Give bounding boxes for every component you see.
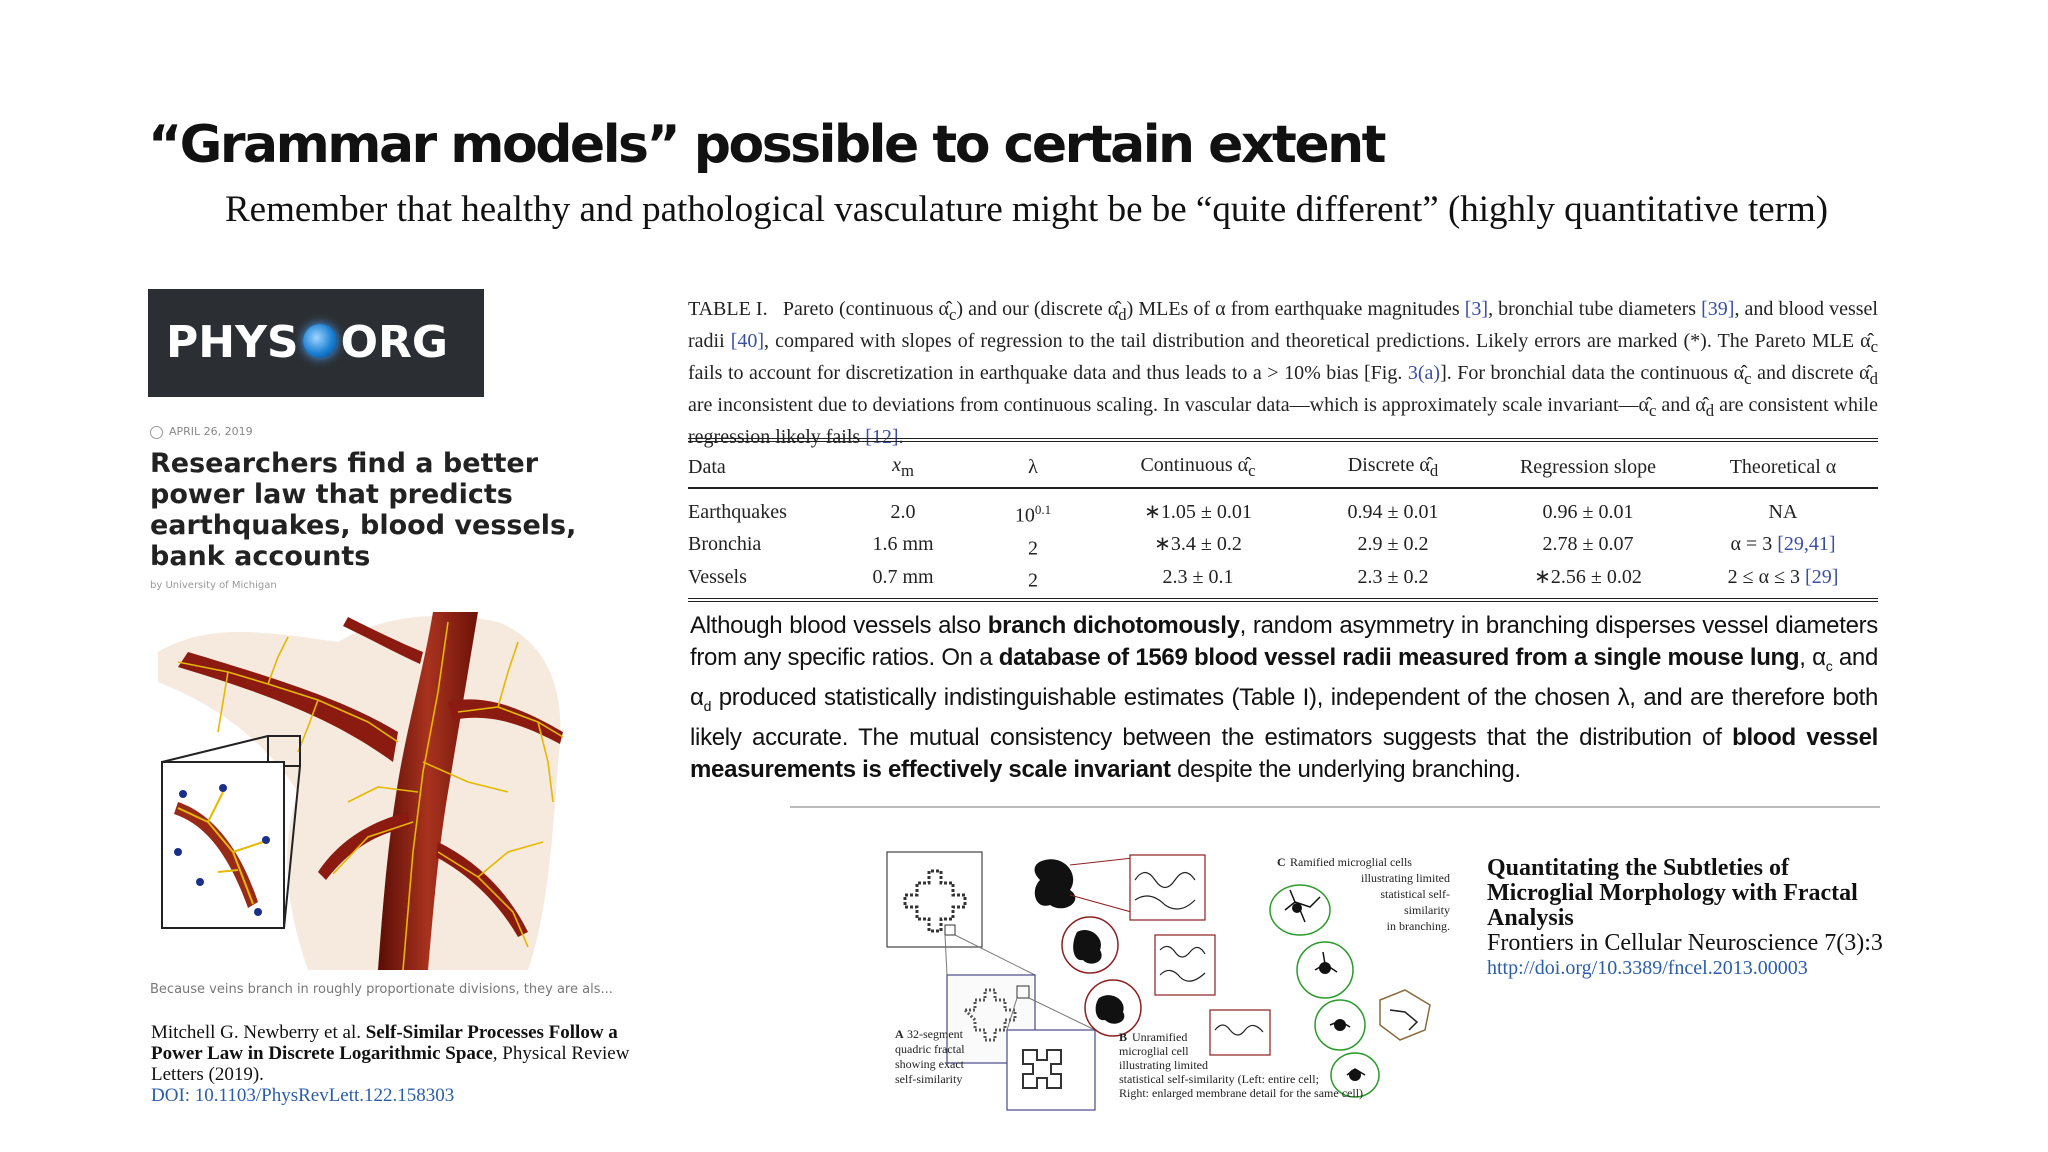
table-caption: TABLE I. Pareto (continuous $\alphâ_c$) and our (discrete $\alphâ_d$) MLEs of α from earthquake magnitudes [3], bronchial tube diameters [39], and blood vessel radii [40], compared with slopes of regression to the tail distribution and theoretical predictions. Likely errors are marked (*). The Pareto MLE $\alphâ_c$ fails to account for discretization in earthquake data and thus leads to a > 10% bias [Fig. 3(a)]. For bronchial data the continuous $\alphâ_c$ and discrete $\alphâ_d$ are inconsistent due to deviations from continuous scaling. In vascular data—which is approximately scale $invariant—\alphâ_c$ and $\alphâ_d$ are consistent while regression likely fails [12]. [688, 298, 1878, 448]
ref-link[interactable]: [3] [1464, 298, 1489, 320]
microglia-fractal-figure [885, 850, 1470, 1112]
ref-link[interactable]: 3(a) [1407, 362, 1441, 384]
article-headline: Researchers find a better power law that predicts earthquakes, blood vessels, bank accounts [150, 448, 577, 572]
label-b: B [1119, 1030, 1128, 1044]
header-theoretical: Theoretical α [1688, 440, 1878, 488]
header-data: Data [688, 440, 838, 488]
table-row: Bronchia 1.6 mm 2 ∗3.4 ± 0.2 2.9 ± 0.2 2.78 ± 0.07 α = 3 [29,41] [688, 533, 1836, 560]
svg-text:statistical self-: statistical self- [1380, 887, 1450, 901]
divider [790, 806, 1880, 808]
svg-text:quadric fractal: quadric fractal [895, 1042, 965, 1056]
article-byline: by University of Michigan [150, 580, 277, 591]
article-date-text: APRIL 26, 2019 [169, 425, 253, 438]
citation-right-doi-link[interactable]: http://doi.org/10.3389/fncel.2013.00003 [1487, 957, 1808, 979]
header-lambda: λ [968, 440, 1098, 488]
article-date [150, 425, 253, 439]
ref-link[interactable]: [29,41] [1777, 533, 1836, 556]
citation-right-journal: Frontiers in Cellular Neuroscience 7(3):3 [1487, 930, 1883, 956]
header-xm: $x_m$ [838, 440, 968, 488]
table-row: Earthquakes 2.0 $10^{0.1}$ ∗1.05 ± 0.01 0.94 ± 0.01 0.96 ± 0.01 NA [688, 501, 1798, 527]
citation-newberry [151, 1022, 631, 1106]
svg-text:32-segment: 32-segment [907, 1027, 963, 1041]
logo-text-phys: PHYS [166, 317, 299, 368]
header-continuous: Continuous $\alphâ_c$ [1098, 440, 1298, 488]
svg-text:self-similarity: self-similarity [895, 1072, 963, 1086]
svg-text:illustrating limited: illustrating limited [1119, 1058, 1208, 1072]
citation-microglia [1487, 856, 1887, 981]
citation-authors: Mitchell G. Newberry et al. [151, 1022, 361, 1043]
physorg-logo [148, 289, 484, 397]
slide-subtitle: Remember that healthy and pathological vasculature might be be “quite different” (highly quantitative term) [225, 189, 1829, 230]
clock-icon [150, 426, 163, 439]
slide-title: “Grammar models” possible to certain extent [148, 115, 1384, 175]
logo-text-org: ORG [340, 317, 449, 368]
globe-icon [303, 324, 337, 358]
citation-doi-link[interactable]: DOI: 10.1103/PhysRevLett.122.158303 [151, 1085, 455, 1106]
ref-link[interactable]: [29] [1805, 566, 1839, 589]
svg-text:Unramified: Unramified [1132, 1030, 1188, 1044]
citation-title: Self-Similar Processes Follow a Power Law in Discrete Logarithmic Space [151, 1022, 618, 1064]
header-discrete: Discrete $\alphâ_d$ [1298, 440, 1488, 488]
label-c: C [1277, 855, 1286, 869]
body-paragraph: Although blood vessels also branch dichotomously, random asymmetry in branching disperses vessel diameters from any specific ratios. On a database of 1569 blood vessel radii measured from a single mouse lung, $\alpha_c$ and $\alpha_d$ produced statistically indistinguishable estimates (Table I), independent of the chosen λ, and are therefore both likely accurate. The mutual consistency between the estimators suggests that the distribution of blood vessel measurements is effectively scale invariant despite the underlying branching. [690, 612, 1879, 783]
citation-journal: , Physical Review Letters (2019). [151, 1043, 630, 1085]
ref-link[interactable]: [12] [865, 426, 899, 448]
table-row: Vessels 0.7 mm 2 2.3 ± 0.1 2.3 ± 0.2 ∗2.56 ± 0.02 2 ≤ α ≤ 3 [29] [688, 561, 1878, 600]
svg-text:microglial cell: microglial cell [1119, 1044, 1189, 1058]
mle-table [688, 438, 1878, 602]
svg-text:Ramified microglial cells: Ramified microglial cells [1290, 855, 1412, 869]
blood-vessel-figure [148, 612, 568, 970]
svg-text:in branching.: in branching. [1386, 919, 1450, 933]
svg-text:illustrating limited: illustrating limited [1361, 871, 1450, 885]
svg-text:similarity: similarity [1404, 903, 1450, 917]
svg-text:statistical self-similarity (L: statistical self-similarity (Left: entire cell; [1119, 1072, 1319, 1086]
citation-right-title: Quantitating the Subtleties of Microglial Morphology with Fractal Analysis [1487, 855, 1858, 931]
svg-text:showing exact: showing exact [895, 1057, 964, 1071]
header-regression: Regression slope [1488, 440, 1688, 488]
svg-text:Right: enlarged membrane detai: Right: enlarged membrane detail for the same cell) [1119, 1086, 1364, 1100]
article-image-caption: Because veins branch in roughly proportionate divisions, they are als... [150, 982, 613, 997]
ref-link[interactable]: [39] [1701, 298, 1735, 320]
label-a: A [895, 1027, 904, 1041]
ref-link[interactable]: [40] [730, 330, 765, 352]
